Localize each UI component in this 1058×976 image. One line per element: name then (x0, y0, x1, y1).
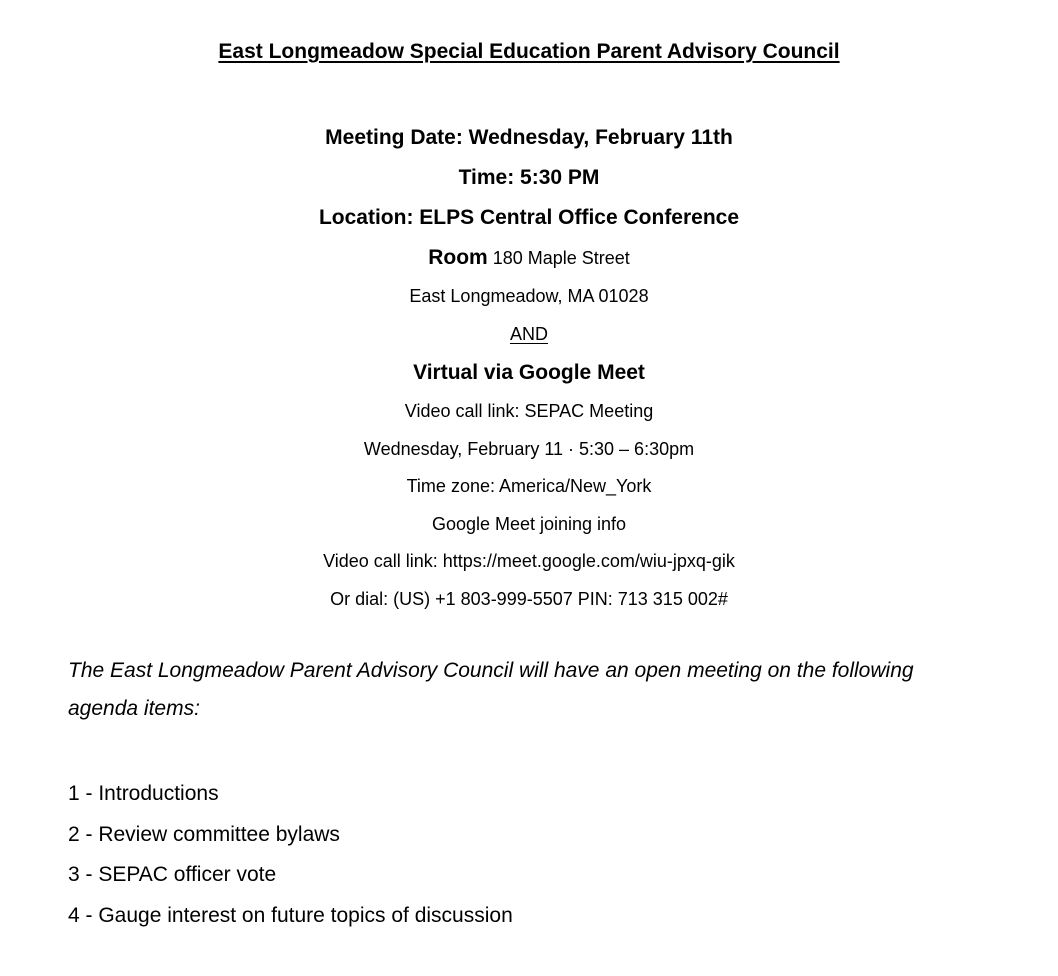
meeting-time: Time: 5:30 PM (458, 166, 600, 189)
location-room-line (0, 238, 1058, 278)
meeting-location: Location: ELPS Central Office Conference (318, 206, 740, 229)
time-zone: Time zone: America/New_York (406, 476, 652, 496)
virtual-heading: Virtual via Google Meet (413, 361, 645, 384)
meet-info-heading: Google Meet joining info (431, 513, 627, 534)
city-address: East Longmeadow, MA 01028 (409, 286, 649, 306)
dial-info: Or dial: (US) +1 803-999-5507 PIN: 713 315 002# (330, 588, 728, 609)
agenda-item: 2 - Review committee bylaws (68, 822, 340, 846)
meeting-schedule: Wednesday, February 11 · 5:30 – 6:30pm (363, 438, 695, 459)
meeting-details (0, 118, 1058, 618)
agenda-item: 4 - Gauge interest on future topics of discussion (68, 903, 513, 927)
meeting-date: Meeting Date: Wednesday, February 11th (325, 126, 733, 149)
room-label: Room (428, 246, 488, 269)
agenda-item: 1 - Introductions (68, 782, 219, 805)
and-label: AND (509, 323, 548, 344)
video-call-title: Video call link: SEPAC Meeting (404, 401, 654, 421)
agenda-item: 3 - SEPAC officer vote (68, 863, 277, 886)
and-separator (0, 316, 1058, 354)
agenda-list (68, 774, 513, 936)
intro-paragraph: The East Longmeadow Parent Advisory Council will have an open meeting on the following agenda items: (68, 659, 914, 720)
video-call-link: Video call link: https://meet.google.com/wiu-jpxq-gik (323, 551, 735, 571)
document-title: East Longmeadow Special Education Parent Advisory Council (218, 40, 840, 63)
street-address: 180 Maple Street (487, 248, 630, 268)
